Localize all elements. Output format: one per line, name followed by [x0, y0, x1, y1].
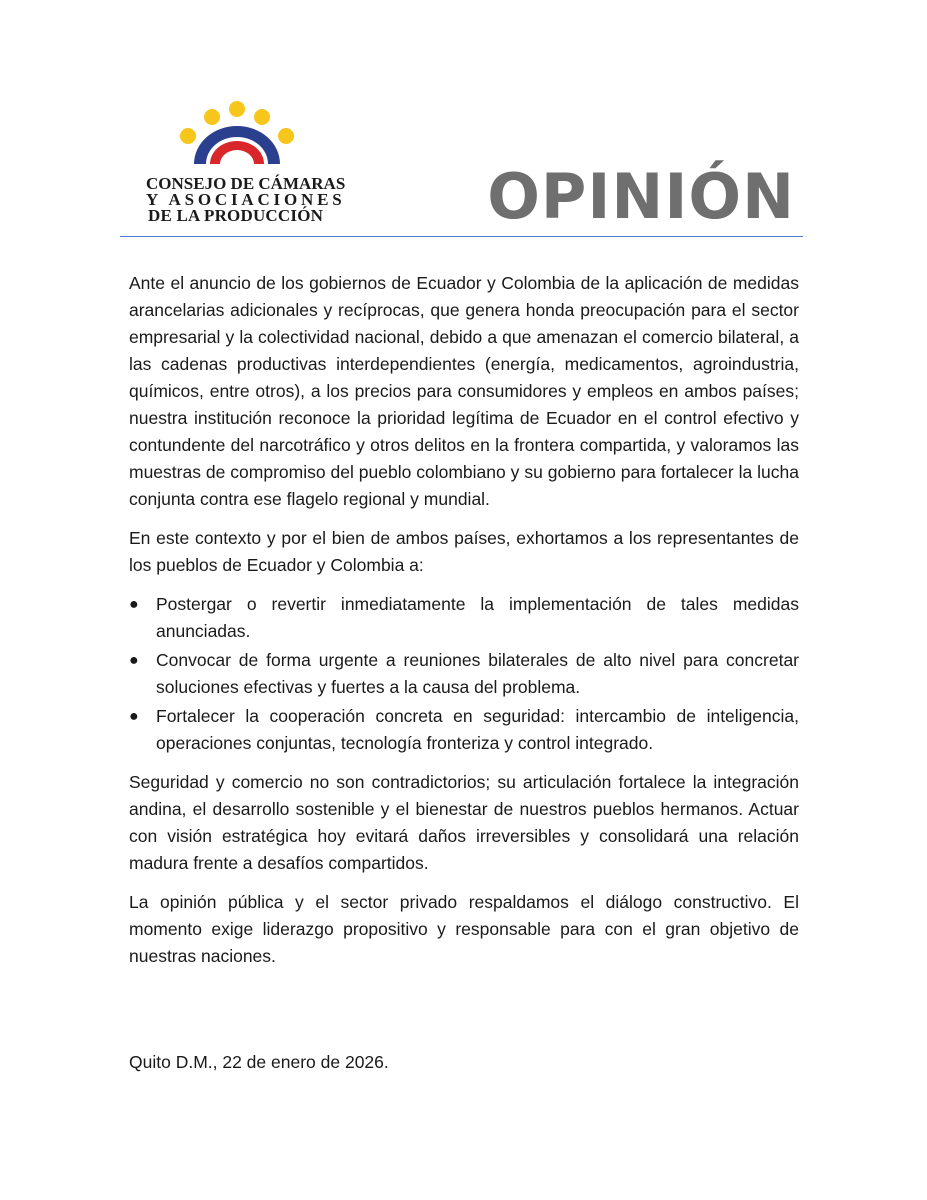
bullet-icon: ● [129, 652, 139, 669]
logo-red-arc [210, 141, 264, 164]
list-item-text: Convocar de forma urgente a reuniones bilaterales de alto nivel para concretar soluciones efectivas y fuertes a la causa del problema. [156, 650, 799, 697]
list-item [129, 647, 799, 701]
bullet-icon: ● [129, 708, 139, 725]
logo-dot-5 [278, 128, 294, 144]
logo-line-1: CONSEJO DE CÁMARAS [146, 174, 346, 193]
paragraph-context: En este contexto y por el bien de ambos países, exhortamos a los representantes de los pueblos de Ecuador y Colombia a: [129, 528, 799, 575]
bullet-icon: ● [129, 596, 139, 613]
paragraph-public-opinion: La opinión pública y el sector privado respaldamos el diálogo constructivo. El momento exige liderazgo propositivo y responsable para con el gran objetivo de nuestras naciones. [129, 892, 799, 966]
logo-dot-4 [254, 109, 270, 125]
paragraph-intro: Ante el anuncio de los gobiernos de Ecuador y Colombia de la aplicación de medidas arancelarias adicionales y recíprocas, que genera honda preocupación para el sector empresarial y la colectividad nacional, debido a que amenazan el comercio bilateral, a las cadenas productivas interdependientes (energía, medicamentos, agroindustria, químicos, entre otros), a los precios para consumidores y empleos en ambos países; nuestra institución reconoce la prioridad legítima de Ecuador en el control efectivo y contundente del narcotráfico y otros delitos en la frontera compartida, y valoramos las muestras de compromiso del pueblo colombiano y su gobierno para fortalecer la lucha conjunta contra ese flagelo regional y mundial. [129, 273, 799, 509]
paragraph-security-commerce: Seguridad y comercio no son contradictorios; su articulación fortalece la integración andina, el desarrollo sostenible y el bienestar de nuestros pueblos hermanos. Actuar con visión estratégica hoy evitará daños irreversibles y consolidará una relación madura frente a desafíos compartidos. [129, 772, 799, 873]
document-header [0, 0, 927, 250]
list-item [129, 591, 799, 645]
document-body [129, 270, 799, 982]
logo-line-2: Y ASOCIACIONES [146, 190, 346, 209]
list-item-text: Fortalecer la cooperación concreta en seguridad: intercambio de inteligencia, operaciones conjuntas, tecnología fronteriza y control integrado. [156, 706, 799, 753]
logo-dot-1 [180, 128, 196, 144]
organization-logo [146, 98, 346, 230]
logo-dot-3 [229, 101, 245, 117]
list-item-text: Postergar o revertir inmediatamente la implementación de tales medidas anunciadas. [156, 594, 799, 641]
logo-line-3: DE LA PRODUCCIÓN [148, 206, 324, 225]
logo-wordmark [146, 174, 346, 225]
page-title: OPINIÓN [487, 160, 795, 233]
date-line: Quito D.M., 22 de enero de 2026. [129, 1052, 389, 1072]
list-item [129, 703, 799, 757]
logo-emblem-icon [176, 98, 298, 170]
recommendations-list [129, 591, 799, 757]
logo-dot-2 [204, 109, 220, 125]
header-divider [120, 236, 803, 237]
